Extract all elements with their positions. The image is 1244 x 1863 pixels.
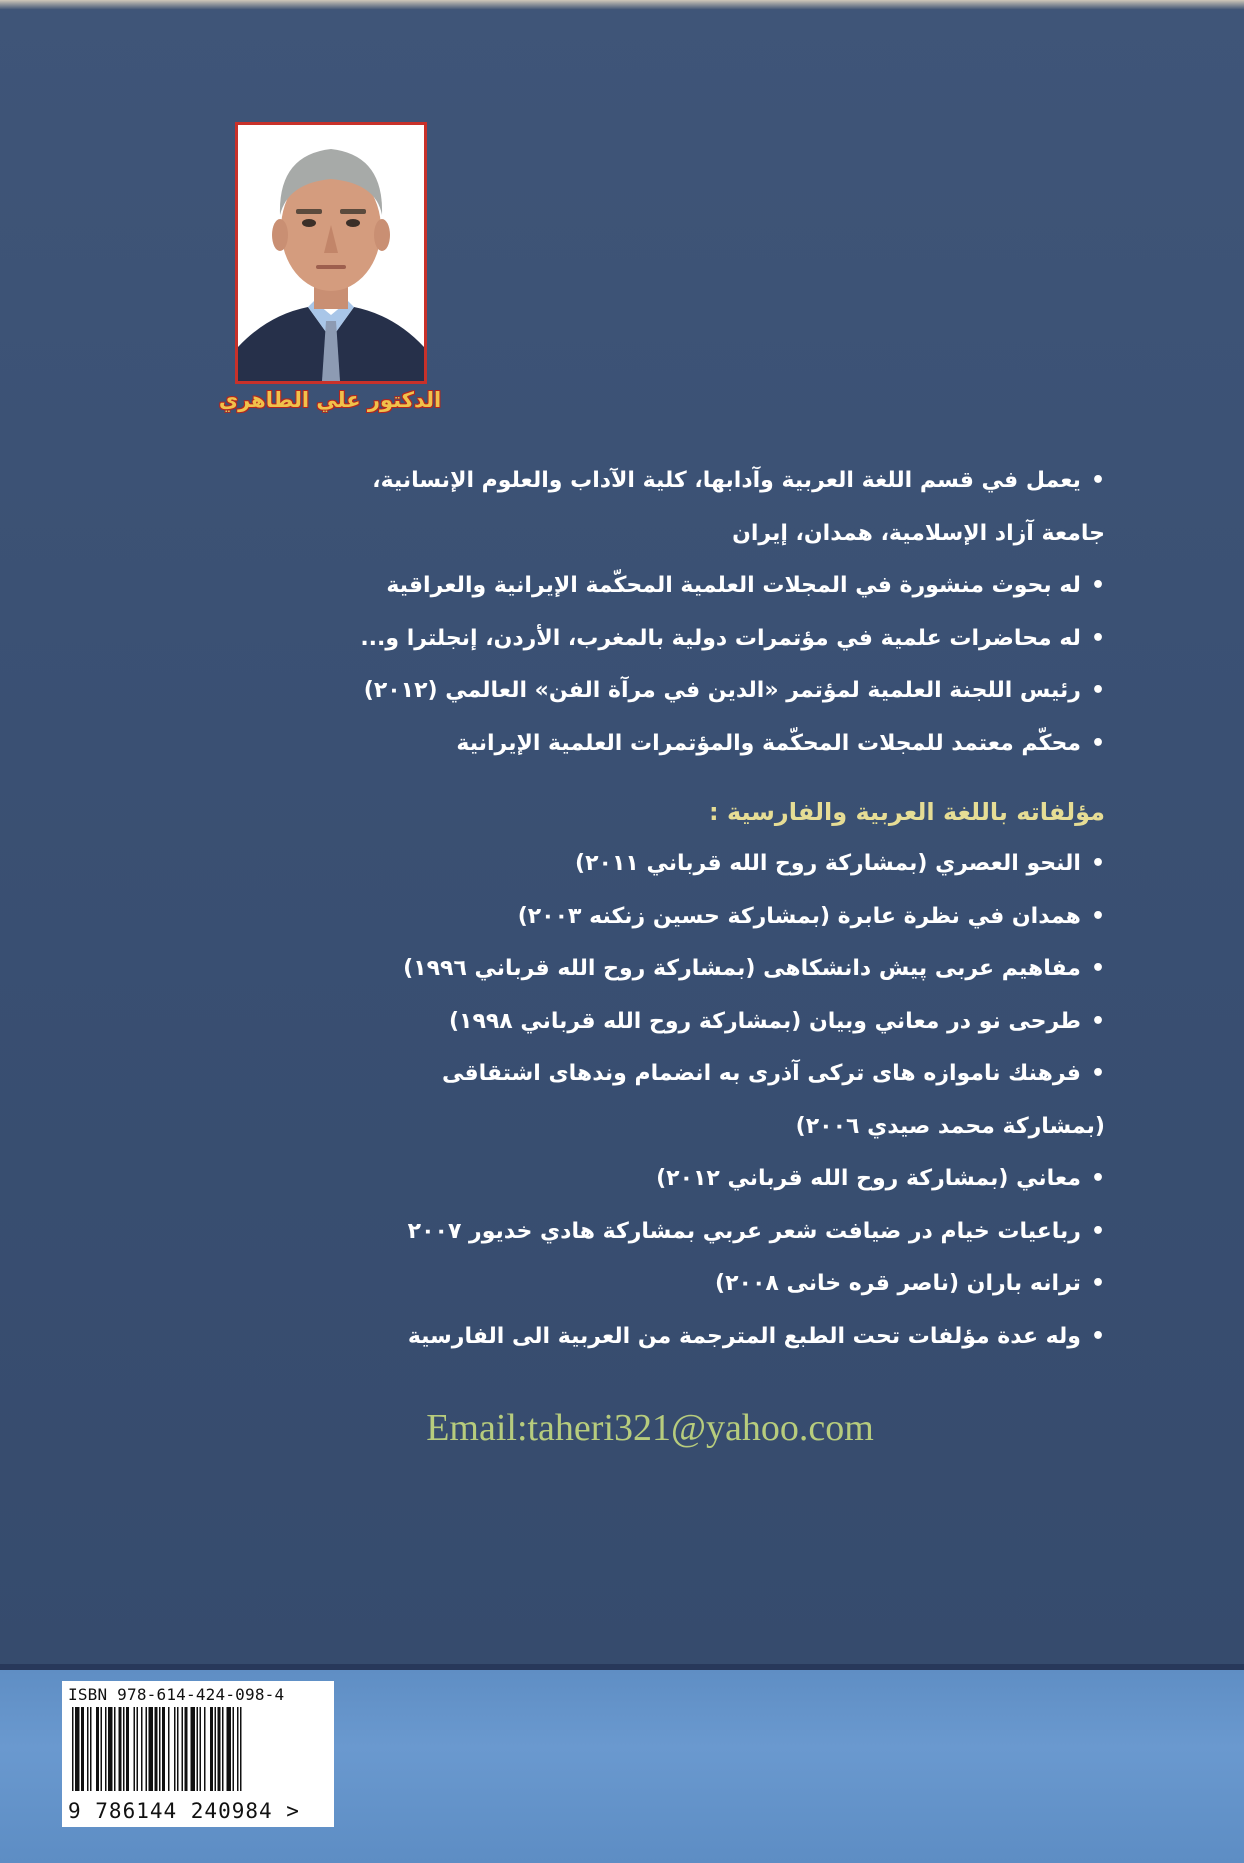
bullet-icon: •	[1090, 1271, 1105, 1296]
bullet-icon: •	[1090, 730, 1105, 756]
barcode-bar	[126, 1707, 129, 1791]
author-portrait-icon	[238, 125, 424, 381]
barcode-bar	[227, 1707, 232, 1791]
works-item: •معاني (بمشاركة روح الله قرباني ٢٠١٢)	[656, 1166, 1105, 1191]
barcode-bar	[72, 1707, 74, 1791]
barcode-bar	[240, 1707, 242, 1791]
barcode-bar	[81, 1707, 84, 1791]
isbn-barcode	[62, 1681, 334, 1827]
bullet-icon: •	[1090, 573, 1105, 598]
barcode-bar	[159, 1707, 161, 1791]
barcode-bar	[134, 1707, 136, 1791]
works-list	[200, 838, 1105, 1363]
barcode-bar	[105, 1707, 107, 1791]
bullet-icon: •	[1090, 1061, 1105, 1086]
barcode-bar	[114, 1707, 116, 1791]
bullet-icon: •	[1090, 1166, 1105, 1191]
bullet-icon: •	[1090, 625, 1105, 651]
barcode-bar	[119, 1707, 122, 1791]
barcode-bar	[182, 1707, 184, 1791]
barcode-bar	[162, 1707, 165, 1791]
barcode-bar	[218, 1707, 221, 1791]
barcode-bar	[191, 1707, 196, 1791]
barcode-bar	[146, 1707, 148, 1791]
works-item: •النحو العصري (بمشاركة روح الله قرباني ٢٠١١)	[575, 851, 1105, 876]
barcode-bar	[75, 1707, 80, 1791]
barcode-bar	[222, 1707, 224, 1791]
barcode-bar	[149, 1707, 154, 1791]
barcode-bar	[210, 1707, 213, 1791]
works-item: •طرحى نو در معاني وبيان (بمشاركة روح الله قرباني ١٩٩٨)	[448, 1008, 1105, 1034]
barcode-bar	[237, 1707, 239, 1791]
barcode-bar	[197, 1707, 199, 1791]
barcode-bar	[141, 1707, 143, 1791]
barcode-bar	[200, 1707, 202, 1791]
bullet-icon: •	[1090, 851, 1105, 876]
barcode-icon	[68, 1705, 326, 1795]
barcode-bar	[185, 1707, 188, 1791]
barcode-bar	[174, 1707, 176, 1791]
barcode-bar	[96, 1707, 99, 1791]
barcode-bar	[101, 1707, 103, 1791]
barcode-bar	[87, 1707, 89, 1791]
works-item: •ترانه باران (ناصر قره خانى ٢٠٠٨)	[715, 1271, 1105, 1296]
bio-item: •محكّم معتمد للمجلات المحكّمة والمؤتمرات العلمية الإيرانية	[456, 730, 1105, 756]
bio-item: •له بحوث منشورة في المجلات العلمية المحكّمة الإيرانية والعراقية	[386, 573, 1105, 598]
bullet-icon: •	[1090, 956, 1105, 981]
works-item: •فرهنك ناموازه هاى تركى آذرى به انضمام وندهاى اشتقاقى	[441, 1061, 1105, 1086]
bullet-icon: •	[1090, 678, 1105, 703]
works-item: •رباعيات خيام در ضيافت شعر عربي بمشاركة هادي خديور ٢٠٠٧	[407, 1218, 1105, 1244]
bio-list	[200, 455, 1105, 770]
barcode-bar	[155, 1707, 158, 1791]
works-item: •مفاهيم عربى پيش دانشكاهى (بمشاركة روح الله قرباني ١٩٩٦)	[403, 956, 1105, 981]
author-photo	[235, 122, 427, 384]
barcode-bar	[90, 1707, 92, 1791]
cover-top-edge	[0, 0, 1244, 10]
bio-item: •له محاضرات علمية في مؤتمرات دولية بالمغرب، الأردن، إنجلترا و...	[360, 625, 1105, 651]
barcode-bar	[137, 1707, 139, 1791]
author-name: الدكتور علي الطاهري	[218, 388, 442, 412]
barcode-bar	[168, 1707, 170, 1791]
works-item: •همدان في نظرة عابرة (بمشاركة حسين زنكنه ٢٠٠٣)	[517, 903, 1105, 929]
barcode-bar	[215, 1707, 217, 1791]
barcode-bar	[108, 1707, 113, 1791]
barcode-number: 9 786144 240984 >	[68, 1799, 300, 1823]
bio-item-continuation: جامعة آزاد الإسلامية، همدان، إيران	[732, 520, 1105, 546]
barcode-bar	[123, 1707, 125, 1791]
works-item-continuation: (بمشاركة محمد صيدي ٢٠٠٦)	[795, 1113, 1105, 1139]
author-email: Email:taheri321@yahoo.com	[426, 1407, 874, 1449]
bullet-icon: •	[1090, 1218, 1105, 1244]
bio-item: •رئيس اللجنة العلمية لمؤتمر «الدين في مرآة الفن» العالمي (٢٠١٢)	[363, 678, 1105, 703]
isbn-label: ISBN 978-614-424-098-4	[68, 1685, 285, 1704]
bullet-icon: •	[1090, 468, 1105, 493]
barcode-bar	[204, 1707, 206, 1791]
bullet-icon: •	[1090, 1008, 1105, 1034]
bullet-icon: •	[1090, 903, 1105, 929]
works-heading: مؤلفاته باللغة العربية والفارسية :	[708, 798, 1105, 826]
barcode-bar	[233, 1707, 235, 1791]
bullet-icon: •	[1090, 1323, 1105, 1349]
barcode-bar	[177, 1707, 179, 1791]
works-item: •وله عدة مؤلفات تحت الطبع المترجمة من العربية الى الفارسية	[407, 1323, 1105, 1349]
bio-item: •يعمل في قسم اللغة العربية وآدابها، كلية الآداب والعلوم الإنسانية،	[372, 468, 1105, 493]
